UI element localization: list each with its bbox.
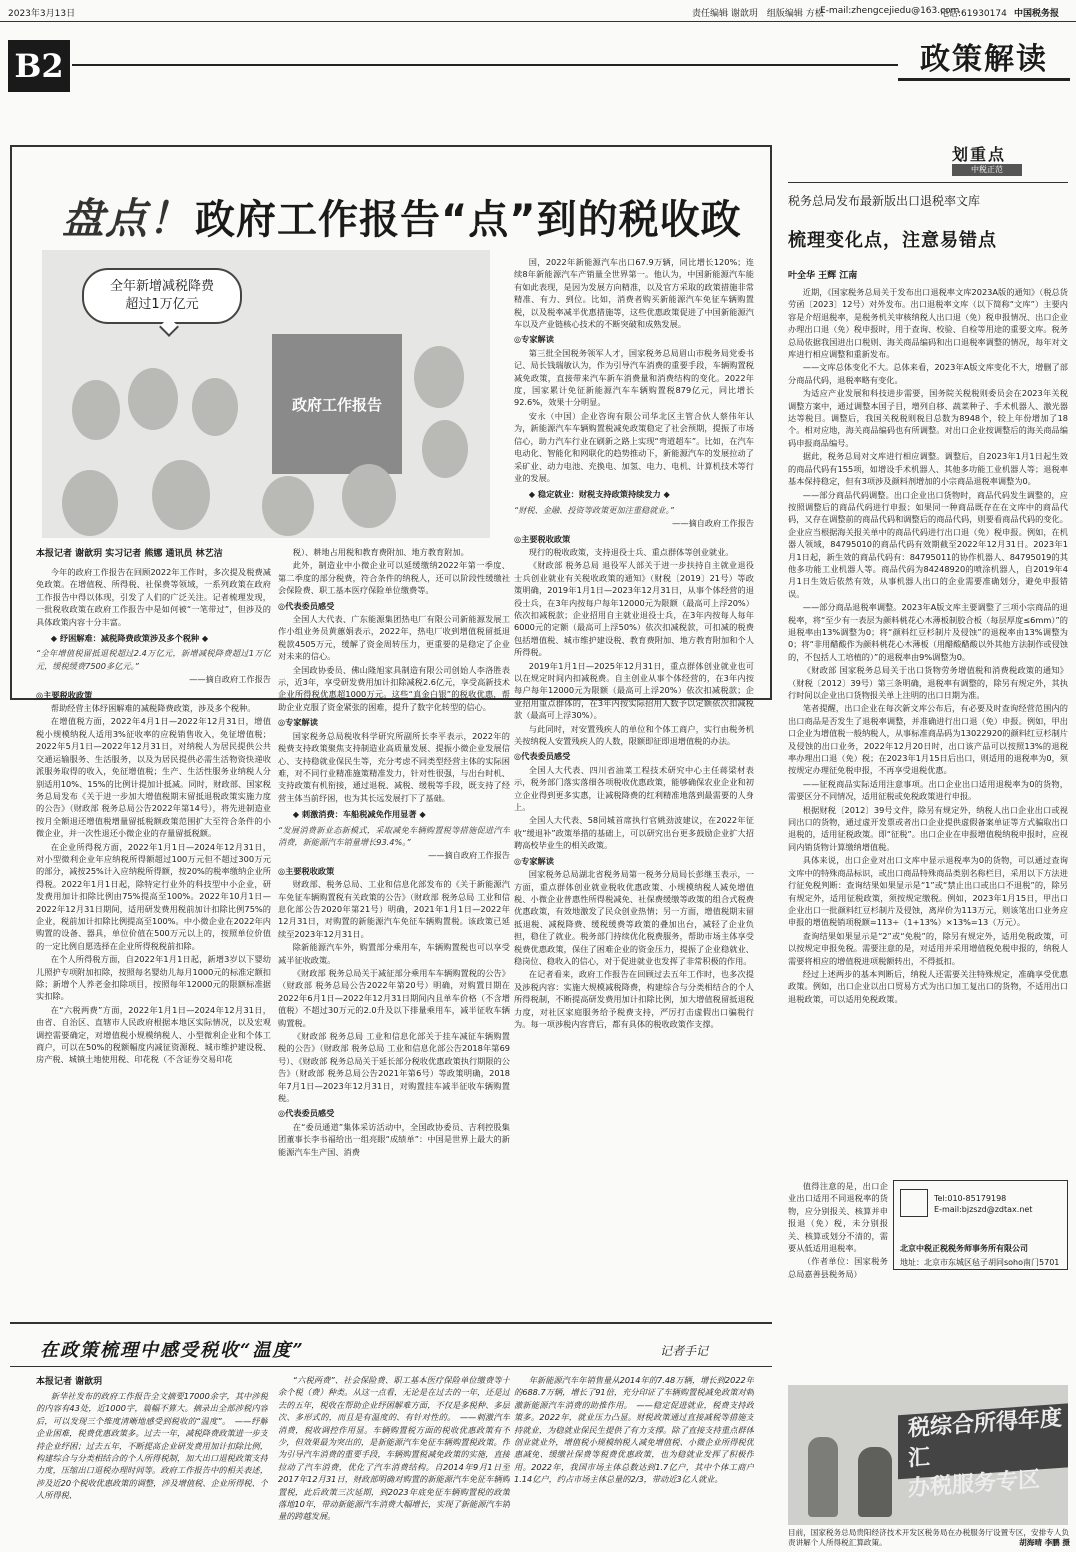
company-name: 北京中税正税税务师事务所有限公司 — [900, 1244, 1028, 1253]
commentary-title: 在政策梳理中感受税收“温度” — [40, 1340, 305, 1361]
sidebar-tag — [952, 142, 1062, 178]
paragraph: 据此，税务总局对文库进行相应调整。调整后，自2023年1月1日起生效的商品代码有155项，如增设手术机器人、其他多功能工业机器人等；退税率基本保持稳定，但有3项涉及颜料剂增加的小宗商品退税率调整为0。 — [788, 451, 1068, 487]
person-figure-icon — [192, 378, 238, 436]
paragraph: 今年的政府工作报告在回顾2022年工作时，多次提及税费减免政策。在增值税、所得税、社保费等领域，一系列政策在政府工作报告中得以体现，引发了人们的广泛关注。记者梳理发现，一批税收政策在政府工作报告中是如何被“一笔带过”，但涉及的具体政策内容十分丰富。 — [36, 567, 271, 627]
paragraph: 全国人大代表、四川省油菜工程技术研究中心主任蒋梁材表示，税务部门落实落细各项税收优惠政策，能够确保农业企业和初立企业得到更多实惠，让减税降费的红利精准地落到最需要的人身上。 — [514, 764, 754, 813]
main-byline: 本报记者 谢歆玥 实习记者 熊娜 通讯员 林艺洁 — [36, 549, 223, 559]
subhead: ◎专家解读 — [278, 717, 318, 728]
commentary-tag: 记者手记 — [660, 1344, 709, 1358]
paragraph: 新华社发布的政府工作报告全文摘要17000余字，其中涉税的内容有43处，近1000字，篇幅不算大。摘录出全部涉税内容后，可以发现三个维度清晰地感受到税收的“温度”。 ——纾解企业困难，税费优惠政策多。过去一年，减税降费政策进一步支持企业纾困；过去五年，不断提高企业研发费用加计扣除比例，构建综合与分类相结合的个人所得税制，加大出口退税政策支持力度，压缩出口退税办理时间等。政府工作报告中的相关表述，涉及近20个税收优惠政策的调整，涉及增值税、企业所得税、个人所得税、 — [36, 1391, 268, 1501]
paragraph: 在“委员通道”集体采访活动中，全国政协委员、吉利控股集团董事长李书福给出一组亮眼“成绩单”：中国是世界上最大的新能源汽车生产国、消费 — [278, 1121, 510, 1157]
paragraph: 值得注意的是，出口企业出口适用不同退税率的货物，应分别报关、核算并申报退（免）税，未分别报关、核算或划分不清的，需要从低适用退税率。 — [788, 1181, 888, 1254]
pull-quote: “财税、金融、投资等政策更加注重稳就业。” — [514, 504, 674, 515]
paragraph: 全国人大代表、广东能源集团热电厂有限公司新能源发展工作小组业务员黄蕙娟表示，2022年，热电厂收到增值税留抵退税款4505万元，缓解了资金周转压力，更重要的是稳定了企业对未来的信心。 — [278, 614, 510, 662]
person-figure-icon — [128, 368, 178, 430]
person-figure-icon — [422, 420, 468, 478]
paragraph: 全国政协委员、佛山隆旭家具制造有限公司创始人李洛胜表示，近3年，享受研发费用加计扣除减税2.6亿元，享受高新技术企业所得税优惠超1000万元。这些“真金白银”的税收优惠，帮助企业克服了资金紧张的困难，提升了数字化转型的信心。 — [278, 664, 510, 712]
photo-caption — [788, 1528, 1070, 1548]
paragraph: 经过上述两步的基本判断后，纳税人还需要关注特殊规定，准确享受优惠政策。例如，出口企业以出口贸易方式为出口加工复出口的货物，不适用出口退税政策，可以适用免税政策。 — [788, 968, 1068, 1004]
paragraph: ——部分商品退税率调整。2023年A版文库主要调整了三项小宗商品的退税率，将“至少有一表层为颜料桃花心木薄板制胶合板（每层厚度≤6mm）”的退税率由13%调整为0；将“颜料红豆杉制片及侵蚀”的退税率由13%调整为0；将“非用醋酸作为颜料桃花心木薄板（用醋酸醋酸以外其他方法制作或侵蚀的，不包括人工培植的）”的退税率由9%调整为0。 — [788, 602, 1068, 662]
subhead: ◎专家解读 — [514, 855, 554, 866]
subhead: ◎代表委员感受 — [278, 1108, 335, 1119]
bottom-section-rule — [10, 1322, 772, 1324]
paragraph: 国家税务总局湖北省税务局第一税务分局局长彭继玉表示，一方面，重点群体创业就业税收优惠政策、小规模纳税人减免增值税、小微企业普惠性所得税减免、社保费缓缴等政策的组合式税费优惠政策，有效地激发了民众创业热情；另一方面，增值税期末留抵退税、减税降费、缓税缓费等政策的叠加出台，减轻了企业负担，稳住了就业。税务部门持续优化税费服务，帮助市场主体享受税费优惠政策，保住了困难企业的资金压力，提振了企业稳就业、稳岗位、稳收入的信心，对于促进就业也发挥了非常积极的作用。 — [514, 869, 754, 966]
page-number: B2 — [8, 40, 70, 92]
person-figure-icon — [858, 1447, 892, 1517]
header-rule — [72, 64, 898, 66]
paragraph: 税）、耕地占用税和教育费附加、地方教育附加。 — [292, 547, 469, 557]
paragraph: 《财政部 国家税务总局关于出口货物劳务增值税和消费税政策的通知》（财税〔2012〕39号）第三条明确，退税率有调整的，除另有规定外，其执行时间以企业出口货物报关单上注明的出口日期为准。 — [788, 665, 1068, 700]
paragraph: “六税两费”、社会保险费、职工基本医疗保险单位缴费等十余个税（费）种类。从这一点看，无论是在过去的一年，还是过去的五年，税收在帮助企业纾困解难方面，不仅是多税种、多层次、多形式的，而且是有温度的、有针对性的。 ——刺激汽车消费，税收调控作用显。车辆购置税方面的税收优惠政策有不少，但效果最为突出的，是新能源汽车免征车辆购置税政策。作为引导汽车消费的重要手段，车辆购置税减免政策的实施，直接拉动了汽车消费，优化了汽车消费结构。自2014年9月1日至2017年12月31日，财政部明确对购置的新能源汽车免征车辆购置税，此后政策三次延期，到2023年底免征车辆购置税的政策落地10年，带动新能源汽车消费大幅增长，实现了新能源汽车销量的跨越发展。 — [278, 1375, 510, 1522]
section-title: 政策解读 — [920, 42, 1048, 77]
issue-date: 2023年3月13日 — [8, 9, 76, 19]
paragraph: 笔者提醒，出口企业在每次新文库公布后，有必要及时查询经营范围内的出口商品是否发生了退税率调整，并准确进行出口退（免）申报。例如，甲出口企业为增值税一般纳税人，从事标准商品码为13022920的颜料红豆杉制片及侵蚀的出口业务，2022年12月20日时，出口该产品可以按照13%的退税率办理出口退（免）税；在2023年1月15日后出口，则适用的退税率为0，须按规定办理征免税申报，不再享受退税优惠。 — [788, 703, 1068, 776]
contact-lines — [934, 1193, 1032, 1215]
paragraph: ——征税商品实际适用注意事项。出口企业出口适用退税率为0的货物，需要区分不同情况，适用征税或免税政策进行申报。 — [788, 778, 1068, 802]
sidebar-rule — [788, 182, 1068, 183]
subhead: ◎代表委员感受 — [514, 751, 571, 762]
paragraph: 在记者看来，政府工作报告在回顾过去五年工作时，也多次提及涉税内容：实施大规模减税降费，构建综合与分类相结合的个人所得税制，不断提高研发费用加计扣除比例，加大增值税留抵退税力度，对社区家庭服务给予税费支持，严厉打击虚假出口骗税行为。每一项涉税内容背后，都有具体的税收政策作支撑。 — [514, 969, 754, 1029]
paragraph: 全国人大代表、58同城首席执行官姚劲波建议，在2022年征收“缓退补”政策举措的基础上，可以研究出台更多鼓励企业扩大招聘高校毕业生的相关政策。 — [514, 815, 754, 851]
caption-text: 目前，国家税务总局贵阳经济技术开发区税务局在办税服务厅设置专区，安排专人负责讲解个人所得税汇算政策。 — [788, 1528, 1069, 1547]
photo-banner — [898, 1403, 1068, 1502]
newspaper-name: 中国税务报 — [1014, 9, 1060, 19]
paragraph: 在“六税两费”方面，2022年1月1日—2024年12月31日，由省、自治区、直辖市人民政府根据本地区实际情况，以及宏观调控需要确定，对增值税小规模纳税人、小型微利企业和个体工商户，可以在50%的税额幅度内减征资源税、城市维护建设税、房产税、城镇土地使用税、印花税（不含证券交易印花 — [36, 1004, 271, 1065]
person-figure-icon — [808, 1437, 838, 1517]
top-header-bar — [0, 0, 1076, 22]
quote-source: ——摘自政府工作报告 — [428, 850, 510, 861]
paragraph: 《财政部 税务总局 退役军人部关于进一步扶持自主就业退役士兵创业就业有关税收政策的通知》（财税〔2019〕21号）等政策明确，2019年1月1日—2023年12月31日，从事个体经营的退役士兵，在3年内按每户每年12000元为限额（最高可上浮20%）依次扣减税款；企业招用自主就业退役士兵，在3年内按每人每年6000元的定额（最高可上浮50%）依次扣减税款，可扣减的税费包括增值税、城市维护建设税、教育费附加、地方教育附加和个人所得税。 — [514, 560, 754, 658]
sidebar-tag-title: 划重点 — [952, 145, 1007, 164]
sidebar-column-end — [788, 1180, 888, 1310]
paragraph: 国家税务总局税收科学研究所副所长李平表示，2022年的税费支持政策聚焦支持制造业高质量发展、提振小微企业发展信心、支持稳就业保民生等，充分考虑不同类型经营主体的实际困难，对不同行业精准施策精准发力，针对性很强，与出台时机、支持政策有机衔接，通过退税、减税、缓税等手段，既支持了经营主体当前纾困，也为其长远发展打下了基础。 — [278, 730, 510, 803]
article-column-1 — [36, 566, 271, 1311]
advertiser-contact-box — [893, 1180, 1068, 1270]
person-figure-icon — [342, 464, 396, 528]
company-address: 地址：北京市东城区毡子胡同soho南门5701 — [900, 1258, 1060, 1267]
pull-quote: “发展消费新业态新模式，采取减免车辆购置税等措施促进汽车消费，新能源汽车销量增长93.4%。” — [278, 824, 510, 847]
sidebar-subtitle: 税务总局发布最新版出口退税率文库 — [788, 194, 981, 208]
person-figure-icon — [262, 476, 314, 536]
person-figure-icon — [72, 380, 120, 440]
sidebar-byline: 叶全华 王辉 江南 — [788, 271, 858, 281]
sidebar-tag-sub: 中税正范 — [952, 164, 1022, 176]
quote-source: ——摘自政府工作报告 — [189, 674, 271, 685]
paragraph: 国，2022年新能源汽车出口67.9万辆，同比增长120%；连续8年新能源汽车产销量全世界第一。他认为，中国新能源汽车能有如此表现，是因为发展方向精准，以及官方采取的政策措施非常精准、有力、到位。比如，消费者购买新能源汽车免征车辆购置税，以及税率减半优惠措施等，这些优惠政策促进了中国新能源汽车以及产业链核心技术的不断突破和成熟发展。 — [514, 257, 754, 330]
paragraph: 此外，制造业中小微企业可以延缓缴纳2022年第一季度、第二季度的部分税费，符合条件的纳税人，还可以阶段性缓缴社会保险费、职工基本医疗保险单位缴费等。 — [278, 560, 510, 596]
banner-line-1: 税综合所得年度汇 — [908, 1405, 1063, 1472]
section-badge: ◆ 纾困解难：减税降费政策涉及多个税种 ◆ — [50, 633, 209, 644]
paragraph: 在企业所得税方面，2022年1月1日—2024年12月31日，对小型微利企业年应纳税所得额超过100万元但不超过300万元的部分，减按25%计入应纳税所得额，按20%的税率缴纳企业所得税。2022年1月1日起，除特定行业外的科技型中小企业，研发费用加计扣除比例由75%提高至100%。2022年10月1日—2022年12月31日期间，适用研发费用税前加计扣除比例75%的企业，税前加计扣除比例提高至100%。中小微企业在2022年内购置的设备、器具，单位价值在500万元以上的，按照单位价值的一定比例自愿选择在企业所得税税前扣除。 — [36, 841, 271, 951]
sidebar-title: 梳理变化点，注意易错点 — [788, 230, 997, 251]
paragraph: ——文库总体变化不大。总体来看，2023年A版文库变化不大，增删了部分商品代码，退税率略有变化。 — [788, 362, 1068, 385]
contact-phone: 电话:61930174 — [940, 9, 1007, 19]
person-figure-icon — [62, 470, 118, 536]
paragraph: 《财政部 税务总局 工业和信息化部关于挂车减征车辆购置税的公告》（财政部 税务总局 工业和信息化部公告2018年第69号）、《财政部 税务总局关于延长部分税收优惠政策执行期限的公告》（财政部 税务总局公告2021年第6号）等政策明确，2018年7月1日—2023年12月31日，对购置挂车减半征收车辆购置税。 — [278, 1031, 510, 1104]
paragraph: 现行的税收政策，支持退役士兵、重点群体等创业就业。 — [528, 546, 734, 557]
quote-source: ——摘自政府工作报告 — [672, 518, 754, 529]
speech-bubble — [82, 268, 242, 324]
paragraph: 根据财税〔2012〕39号文件，除另有规定外，纳税人出口企业出口或视同出口的货物，通过虚开发票或者出口企业提供虚假备案单证等方式骗取出口退税的，适用征税政策。即“征税”。出口企业在申报增值税纳税申报时，应视同内销货物计算缴纳增值税。 — [788, 804, 1068, 852]
pull-quote: “全年增值税留抵退税超过2.4万亿元，新增减税降费超过1万亿元，缓税缓费7500多亿元。” — [36, 648, 271, 671]
paragraph: （作者单位：国家税务总局嘉善县税务局） — [788, 1256, 888, 1279]
paragraph: 近期，《国家税务总局关于发布出口退税率文库2023A版的通知》（税总货劳函〔2023〕12号）对外发布。出口退税率文库（以下简称“文库”）主要内容是介绍退税率，是税务机关审核纳税人出口退（免）税申报情况、出口企业办理出口退（免）税申报时，用于查询、校验、自检等用途的重要文库。税务总局依据我国进出口税则、海关商品编码和出口退税率调整的情况，每年对文库进行相应调整和重新发布。 — [788, 287, 1068, 360]
paragraph: 财政部、税务总局、工业和信息化部发布的《关于新能源汽车免征车辆购置税有关政策的公告》（财政部 税务总局 工业和信息化部公告2020年第21号）明确，2021年1月1日—2022年12月31日，对购置的新能源汽车免征车辆购置税。该政策已延续至2023年12月31日。 — [278, 879, 510, 939]
article-column-2 — [278, 546, 510, 1311]
paragraph: 具体来说，出口企业对出口文库中显示退税率为0的货物，可以通过查询文库中的特殊商品标识，或出口商品特殊商品类别名称栏目，采用以下方法进行征免税判断：查询结果如果显示是“1”或“禁止出口或出口不退税”的，除另有规定外，适用征税政策，须按规定缴税。例如，2023年1月15日，甲出口企业出口一批颜料红豆杉制片及侵蚀，离岸价为113万元，则该笔出口业务应申报的增值税销项税额=113÷（1+13%）×13%=13（万元）。 — [788, 855, 1068, 928]
commentary-column-1 — [36, 1390, 268, 1545]
news-photo — [788, 1385, 1068, 1525]
banner-line-2: 办税服务专区 — [908, 1467, 1041, 1502]
photo-credit: 胡海晴 李鹏 摄 — [1019, 1538, 1070, 1547]
contact-tel: Tel:010-85179198 — [934, 1194, 1007, 1203]
commentary-column-3 — [514, 1374, 754, 1545]
sidebar-column — [788, 286, 1068, 1174]
contact-email: E-mail:zhengcejiedu@163.com — [820, 6, 960, 16]
contact-mail: E-mail:bjzszd@zdtax.net — [934, 1205, 1033, 1214]
paragraph: 在增值税方面，2022年4月1日—2022年12月31日，增值税小规模纳税人适用3%征收率的应税销售收入，免征增值税；2022年5月1日—2022年12月31日，对纳税人为居民提供公共交通运输服务、生活服务，以及为居民提供必需生活物资快递收派服务取得的收入，免征增值税；生产、生活性服务业纳税人分别适用10%、15%的比例计提加计抵减。同时，财政部、国家税务总局发布《关于进一步加大增值税期末留抵退税政策实施力度的公告》（财政部 税务总局公告2022年第14号），将先进制造业按月全额退还增值税增量留抵税额政策范围扩大至符合条件的小微企业，并一次性退还小微企业的存量留抵税额。 — [36, 716, 271, 839]
report-board: 政府工作报告 — [272, 334, 402, 474]
paragraph: 年新能源汽车年销售量从2014年的7.48万辆，增长到2022年的688.7万辆，增长了91倍，充分印证了车辆购置税减免政策对刺激新能源汽车消费的助推作用。 ——稳定促进就业，税费支持政策多。2022年，就业压力凸显。财税政策通过直接减税等措施支持就业，为稳就业保民生提供了有力支撑。除了直接支持重点群体创业就业外，增值税小规模纳税人减免增值税、小微企业所得税优惠减免、缓缴社保费等税费优惠政策，也为稳就业发挥了积极作用。2022年，我国市场主体总数达到1.7亿户，其中个体工商户1.14亿户，约占市场主体总量的2/3，带动近3亿人就业。 — [514, 1375, 754, 1485]
paragraph: 查询结果如果显示是“2”或“免税”的，除另有规定外，适用免税政策，可以按规定申报免税。需要注意的是，对适用并采用增值税免税申报的，纳税人需要将相应的增值税进项税额转出，不得抵扣。 — [788, 930, 1068, 966]
section-badge: ◆ 稳定就业：财税支持政策持续发力 ◆ — [528, 489, 670, 500]
subhead: ◎代表委员感受 — [278, 600, 335, 611]
bubble-line-1: 全年新增减税降费 — [109, 279, 214, 294]
bubble-line-2: 超过1万亿元 — [125, 297, 199, 312]
paragraph: 第三批全国税务领军人才，国家税务总局眉山市税务局党委书记、局长钱瑞敏认为，作为引导汽车消费的重要手段，车辆购置税减免政策，直接带来汽车新车消费量和消费结构的变化。2022年度，国家累计免征新能源汽车车辆购置税879亿元，同比增长92.6%，效果十分明显。 — [514, 347, 754, 408]
paragraph: 在个人所得税方面，自2022年1月1日起，新增3岁以下婴幼儿照护专项附加扣除，按照每名婴幼儿每月1000元的标准定额扣除；新增个人养老金扣除项目，按照每年12000元的限额标准据实扣除。 — [36, 954, 271, 1002]
paragraph: 安永（中国）企业咨询有限公司华北区主管合伙人蔡伟年认为，新能源汽车车辆购置税减免政策稳定了社会预期，提振了市场信心，助力汽车行业在刷新之路上实现“弯道超车”。比如，在汽车电动化、智能化和网联化的趋势推动下，新能源汽车的发展拉动了采矿业、动力电池、充换电、加氢、电力、电机、计算机技术等行业的发展。 — [514, 410, 754, 483]
subhead: ◎主要税收政策 — [278, 865, 335, 876]
paragraph: 帮助经营主体纾困解难的减税降费政策，涉及多个税种。 — [50, 703, 256, 714]
paragraph: 《财政部 税务总局关于减征部分乘用车车辆购置税的公告》（财政部 税务总局公告2022年第20号）明确，对购置日期在2022年6月1日—2022年12月31日期间内且单车价格（不含增值税）不超过30万元的2.0升及以下排量乘用车，减半征收车辆购置税。 — [278, 968, 510, 1028]
commentary-column-2 — [278, 1374, 510, 1545]
cartoon-illustration — [42, 250, 490, 538]
headline-prefix: 盘点！ — [62, 194, 192, 243]
subhead: ◎专家解读 — [514, 334, 554, 345]
headline-text: 政府工作报告“点”到的税收政 — [195, 197, 742, 243]
paragraph: 为适应产业发展和科技进步需要，国务院关税税则委员会在2023年关税调整方案中，通过调整本国子目，增列自移、蔬菜种子、手术机器人、激光器达等税目。调整后，我国关税税则税目总数为8948个，较上年份增加了18个。相对应地，海关商品编码也有所调整。对出口企业按调整后的海关商品编码申报商品编号。 — [788, 388, 1068, 448]
commentary-byline: 本报记者 谢歆玥 — [36, 1377, 103, 1387]
section-badge: ◆ 刺激消费：车船税减免作用显著 ◆ — [292, 809, 426, 820]
article-column-3 — [514, 256, 754, 1311]
paragraph: 2019年1月1日—2025年12月31日，重点群体创业就业也可以在规定时间内扣减税费。自主创业从事个体经营的，在3年内按每户每年12000元为限额（最高可上浮20%）依次扣减税款；企业招用重点群体的，在3年内按实际招用人数予以定额依次扣减税款（最高可上浮30%）。 — [514, 660, 754, 721]
paragraph: 与此同时，对安置残疾人的单位和个体工商户，实行由税务机关按纳税人安置残疾人的人数，限额即征即退增值税的办法。 — [514, 723, 754, 747]
paragraph: ——部分商品代码调整。出口企业出口货物时，商品代码发生调整的，应按照调整后的商品代码进行申报；如果同一种商品既存在在文库中的商品代码，又存在调整前的商品代码和调整后的商品代码，则要看商品代码的变化。企业应当根据海关报关单中的商品代码进行出口退（免）税申报。例如，在机器人领域，84795010的商品代码有效期截至2022年12月31日。2023年1月1日起，新生效的商品代码有：84795011的协作机器人、84795019的其他多功能工业机器人等。商品代码为84248920的喷涂机器人，自2019年4月1日生效后依然有效，从事机器人出口的企业需要准确划分，避免申报错误。 — [788, 489, 1068, 599]
subhead: ◎主要税收政策 — [36, 689, 93, 700]
editors-credit: 责任编辑 谢歆玥 组版编辑 方松 — [692, 9, 824, 19]
company-logo-icon — [900, 1189, 928, 1217]
subhead: ◎主要税收政策 — [514, 533, 571, 544]
section-rule — [898, 78, 1070, 81]
paragraph: 除新能源汽车外，购置部分乘用车，车辆购置税也可以享受减半征收政策。 — [278, 942, 510, 965]
person-figure-icon — [152, 460, 210, 530]
bottom-title-rule — [10, 1366, 772, 1367]
person-figure-icon — [414, 346, 464, 408]
